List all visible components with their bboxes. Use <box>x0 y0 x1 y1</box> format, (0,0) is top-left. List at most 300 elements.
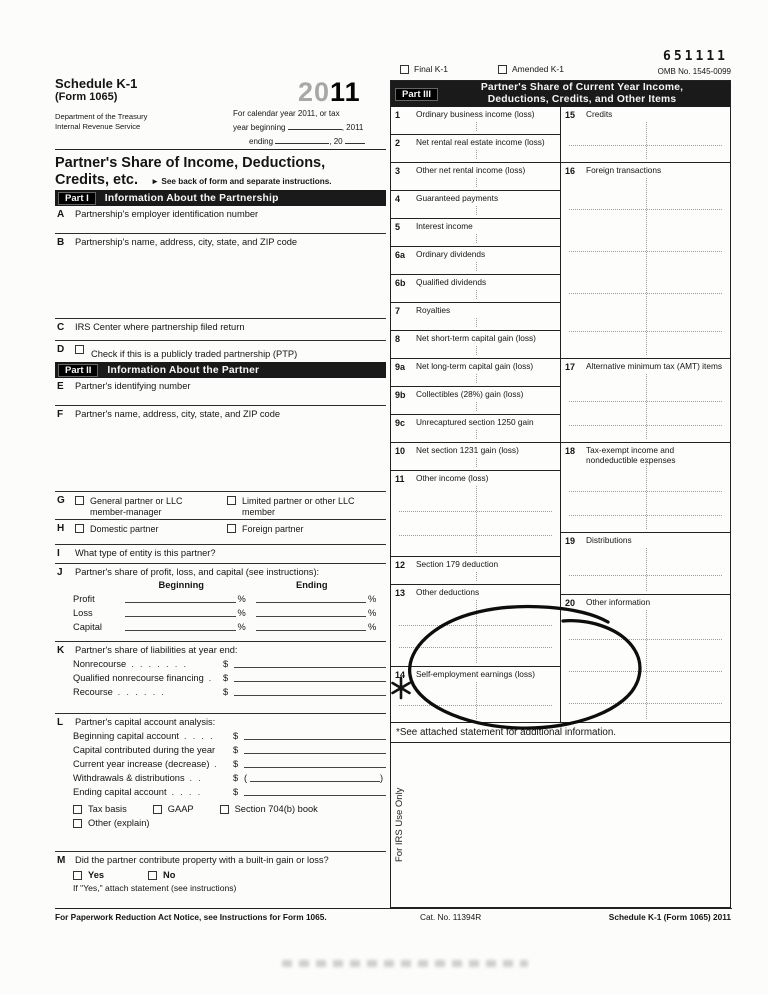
dollar-sign: $ <box>223 673 229 683</box>
other-explain-label: Other (explain) <box>88 818 150 828</box>
see-attached-note: *See attached statement for additional information. <box>391 723 730 743</box>
box-9a[interactable] <box>391 359 560 387</box>
box-number: 13 <box>395 588 406 598</box>
percent-sign: % <box>237 594 246 604</box>
withdrawals-amount-blank[interactable] <box>250 772 380 782</box>
box-number: 11 <box>395 474 405 484</box>
box-9b[interactable] <box>391 387 560 415</box>
year-suffix: 11 <box>330 77 361 107</box>
no-checkbox[interactable] <box>148 871 157 880</box>
leader-dots: . . . . <box>183 731 215 741</box>
form-number: (Form 1065) <box>55 91 118 103</box>
ending-line <box>233 135 386 149</box>
beginning-capital-amount-blank[interactable] <box>244 730 386 740</box>
box-label: Alternative minimum tax (AMT) items <box>586 361 722 371</box>
row-label: Ending capital account <box>73 787 167 797</box>
nonrecourse-row <box>55 655 386 669</box>
part3-grid <box>391 107 730 723</box>
dotted-guide-line <box>646 374 647 439</box>
section-b <box>55 234 386 319</box>
dotted-guide-line <box>476 206 477 215</box>
dotted-guide-line <box>476 600 477 663</box>
box-label: Interest income <box>416 221 473 231</box>
box-label: Net long-term capital gain (loss) <box>416 361 534 371</box>
box-label: Ordinary dividends <box>416 249 486 259</box>
leader-dots: . . . . . . <box>117 687 166 697</box>
box-11[interactable] <box>391 471 560 557</box>
row-label: Capital contributed during the year <box>73 745 216 755</box>
box-number: 5 <box>395 222 401 232</box>
beginning-line <box>233 121 386 135</box>
section-letter-g: G <box>57 495 65 506</box>
part3-title <box>438 82 726 107</box>
dotted-guide-line <box>569 575 722 576</box>
box-number: 18 <box>565 446 576 456</box>
beginning-label: year beginning <box>233 122 286 132</box>
box-number: 12 <box>395 560 406 570</box>
open-paren: ( <box>244 773 248 783</box>
profit-ending-blank[interactable] <box>256 593 367 603</box>
year-ending-blank[interactable] <box>275 135 329 144</box>
footer-schedule-label: Schedule K-1 (Form 1065) 2011 <box>608 912 731 922</box>
box-number: 10 <box>395 446 406 456</box>
percent-sign: % <box>237 608 246 618</box>
gaap-label: GAAP <box>167 804 194 814</box>
box-label: Collectibles (28%) gain (loss) <box>416 389 524 399</box>
gaap-checkbox[interactable] <box>153 805 162 814</box>
box-2[interactable] <box>391 135 560 163</box>
recourse-amount-blank[interactable] <box>234 686 386 696</box>
foreign-partner-label: Foreign partner <box>242 524 304 534</box>
section-letter-a: A <box>57 209 65 220</box>
ending-capital-row <box>55 783 386 797</box>
section-h <box>55 520 386 545</box>
box-number: 19 <box>565 536 576 546</box>
section-e-label: Partner's identifying number <box>75 381 191 391</box>
ending-capital-amount-blank[interactable] <box>244 786 386 796</box>
left-column <box>55 72 386 900</box>
handdrawn-asterisk-annotation <box>390 676 412 700</box>
section-c <box>55 319 386 341</box>
entity-type-question: What type of entity is this partner? <box>75 548 216 558</box>
partner-name-entry-area[interactable] <box>75 421 382 489</box>
percent-sign: % <box>237 622 246 632</box>
box-number: 9a <box>395 362 406 372</box>
section-j <box>55 564 386 642</box>
limited-partner-line1: Limited partner or other LLC <box>242 496 355 506</box>
close-paren: ) <box>380 773 384 783</box>
section-letter-e: E <box>57 381 64 392</box>
dotted-guide-line <box>476 402 477 411</box>
percent-sign: % <box>368 622 377 632</box>
section-k-label: Partner's share of liabilities at year end: <box>75 645 238 655</box>
dollar-sign: $ <box>233 759 239 769</box>
irs-line: Internal Revenue Service <box>55 121 141 131</box>
section-a <box>55 206 386 234</box>
beginning-column-header: Beginning <box>158 580 204 590</box>
attach-statement-note: If "Yes," attach statement (see instructions) <box>73 883 237 893</box>
section-c-label: IRS Center where partnership filed return <box>75 322 245 332</box>
box-label: Net short-term capital gain (loss) <box>416 333 536 343</box>
box-1[interactable] <box>391 107 560 135</box>
other-explain-row <box>55 818 386 828</box>
percent-sign: % <box>368 594 377 604</box>
box-20[interactable] <box>561 595 730 723</box>
basis-method-row <box>55 804 386 814</box>
part2-tab: Part II <box>58 364 98 377</box>
calendar-line: For calendar year 2011, or tax <box>233 109 340 118</box>
dotted-guide-line <box>476 234 477 243</box>
irs-center-entry-area[interactable] <box>75 334 382 338</box>
box-4[interactable] <box>391 191 560 219</box>
limited-partner-option <box>227 496 355 519</box>
dept-treasury: Department of the Treasury <box>55 112 148 121</box>
box-label: Qualified dividends <box>416 277 487 287</box>
part1-tab: Part I <box>58 192 96 205</box>
dotted-guide-line <box>476 290 477 299</box>
spacer <box>238 580 256 590</box>
box-number: 15 <box>565 110 576 120</box>
box-number: 3 <box>395 166 401 176</box>
schedule-heading <box>55 76 137 103</box>
section-m <box>55 852 386 900</box>
beginning-capital-row <box>55 727 386 741</box>
dotted-guide-line <box>646 458 647 529</box>
dollar-sign: $ <box>223 659 229 669</box>
section-letter-h: H <box>57 523 65 534</box>
dotted-guide-line <box>476 458 477 467</box>
dotted-guide-line <box>569 425 722 426</box>
box-number: 4 <box>395 194 401 204</box>
see-back-note: ► See back of form and separate instructions. <box>151 176 332 186</box>
section-i <box>55 545 386 564</box>
leader-dots: . . . . <box>171 787 203 797</box>
ptp-label: Check if this is a publicly traded partnership (PTP) <box>91 349 298 359</box>
section-letter-f: F <box>57 409 64 420</box>
section-letter-b: B <box>57 237 65 248</box>
capital-row <box>55 618 386 632</box>
box-label: Guaranteed payments <box>416 193 499 203</box>
box-14[interactable] <box>391 667 560 723</box>
final-k1-label: Final K-1 <box>414 64 449 74</box>
built-in-gain-question: Did the partner contribute property with a built-in gain or loss? <box>75 855 329 865</box>
form-header <box>55 72 386 150</box>
dollar-sign: $ <box>233 745 239 755</box>
current-year-increase-amount-blank[interactable] <box>244 758 386 768</box>
title-line-1: Partner's Share of Income, Deductions, <box>55 155 326 171</box>
box-label: Self-employment earnings (loss) <box>416 669 535 679</box>
domestic-partner-label: Domestic partner <box>90 524 159 534</box>
section-letter-m: M <box>57 855 66 866</box>
box-12[interactable] <box>391 557 560 585</box>
qualified-nonrecourse-row <box>55 669 386 683</box>
section-f <box>55 406 386 492</box>
box-6b[interactable] <box>391 275 560 303</box>
dotted-guide-line <box>569 331 722 332</box>
capital-beginning-blank[interactable] <box>125 621 236 631</box>
box-label: Credits <box>586 109 613 119</box>
dotted-guide-line <box>569 251 722 252</box>
section-d <box>55 341 386 362</box>
dotted-guide-line <box>476 150 477 159</box>
footer-divider <box>55 908 732 909</box>
profit-label: Profit <box>73 594 95 604</box>
dotted-guide-line <box>476 178 477 187</box>
no-label: No <box>163 870 176 880</box>
form-title <box>55 150 386 190</box>
section-l-label: Partner's capital account analysis: <box>75 717 216 727</box>
box-label: Net rental real estate income (loss) <box>416 137 545 147</box>
row-label: Withdrawals & distributions <box>73 773 185 783</box>
capital-contributed-row <box>55 741 386 755</box>
box-5[interactable] <box>391 219 560 247</box>
part3-box <box>390 80 731 908</box>
box-8[interactable] <box>391 331 560 359</box>
dotted-guide-line <box>399 647 552 648</box>
part3-left-cells <box>391 107 560 723</box>
dotted-guide-line <box>569 491 722 492</box>
box-number: 2 <box>395 138 401 148</box>
dotted-guide-line <box>569 671 722 672</box>
title-credits: Credits, etc. <box>55 171 138 188</box>
dotted-guide-line <box>569 703 722 704</box>
dotted-guide-line <box>569 639 722 640</box>
agency-lines <box>55 112 147 132</box>
section-letter-j: J <box>57 567 63 578</box>
loss-row <box>55 604 386 618</box>
dotted-guide-line <box>476 262 477 271</box>
dotted-guide-line <box>569 401 722 402</box>
qualified-nonrecourse-amount-blank[interactable] <box>234 672 386 682</box>
box-number: 16 <box>565 166 576 176</box>
catalog-number: Cat. No. 11394R <box>420 912 482 922</box>
box-number: 14 <box>395 670 406 680</box>
dollar-sign: $ <box>223 687 229 697</box>
section-l <box>55 714 386 852</box>
box-number: 7 <box>395 306 401 316</box>
dotted-guide-line <box>476 122 477 131</box>
part3-header-banner <box>391 81 730 107</box>
row-label: Current year increase (decrease) <box>73 759 210 769</box>
box-15[interactable] <box>561 107 730 163</box>
box-18[interactable] <box>561 443 730 533</box>
box-7[interactable] <box>391 303 560 331</box>
limited-partner-checkbox[interactable] <box>227 496 236 505</box>
box-13[interactable] <box>391 585 560 667</box>
beginning-suffix: , 2011 <box>341 122 364 132</box>
amended-k1-label: Amended K-1 <box>512 64 564 74</box>
irs-use-only-box <box>391 743 730 907</box>
dotted-guide-line <box>476 318 477 327</box>
dotted-guide-line <box>646 178 647 355</box>
ptp-checkbox[interactable] <box>75 345 84 354</box>
section-letter-i: I <box>57 548 60 559</box>
box-label: Other income (loss) <box>416 473 489 483</box>
box-number: 6b <box>395 278 406 288</box>
dotted-guide-line <box>476 572 477 581</box>
k1-status-row <box>400 64 564 74</box>
dotted-guide-line <box>399 535 552 536</box>
section-letter-c: C <box>57 322 65 333</box>
dotted-guide-line <box>646 122 647 159</box>
ending-year-blank[interactable] <box>345 135 365 144</box>
leader-dots: . <box>214 759 219 769</box>
scan-artifact <box>282 960 528 967</box>
box-number: 17 <box>565 362 576 372</box>
box-17[interactable] <box>561 359 730 443</box>
dollar-sign: $ <box>233 773 239 783</box>
recourse-row <box>55 683 386 697</box>
part3-title-line2: Deductions, Credits, and Other Items <box>487 94 677 105</box>
loss-beginning-blank[interactable] <box>125 607 236 617</box>
leader-dots: . . . . . . . <box>131 659 188 669</box>
box-label: Distributions <box>586 535 632 545</box>
calendar-year-block <box>233 108 386 148</box>
part1-header-banner <box>55 190 386 206</box>
final-k1-checkbox[interactable] <box>400 65 409 74</box>
withdrawals-row <box>55 769 386 783</box>
dotted-guide-line <box>399 625 552 626</box>
box-label: Royalties <box>416 305 451 315</box>
year-beginning-blank[interactable] <box>288 121 342 130</box>
profit-row <box>55 590 386 604</box>
ending-column-header: Ending <box>296 580 328 590</box>
section-letter-l: L <box>57 717 64 728</box>
recourse-label: Recourse <box>73 687 113 697</box>
part2-header-banner <box>55 362 386 378</box>
section-704b-label: Section 704(b) book <box>234 804 318 814</box>
dotted-guide-line <box>569 145 722 146</box>
box-9c[interactable] <box>391 415 560 443</box>
dotted-guide-line <box>476 486 477 553</box>
general-partner-option <box>75 496 183 519</box>
part2-title: Information About the Partner <box>107 364 260 376</box>
spacer <box>73 580 125 590</box>
box-label: Other net rental income (loss) <box>416 165 526 175</box>
part3-tab: Part III <box>395 88 438 101</box>
omb-number: OMB No. 1545-0099 <box>657 67 731 76</box>
yes-no-row <box>55 870 386 880</box>
section-letter-d: D <box>57 344 65 355</box>
foreign-partner-checkbox[interactable] <box>227 524 236 533</box>
box-number: 20 <box>565 598 576 608</box>
dotted-guide-line <box>646 548 647 591</box>
leader-dots: . . <box>189 773 203 783</box>
foreign-partner-option <box>227 524 304 535</box>
tax-basis-label: Tax basis <box>88 804 127 814</box>
box-number: 9c <box>395 418 406 428</box>
dotted-guide-line <box>476 374 477 383</box>
irs-use-only-label: For IRS Use Only <box>394 787 405 863</box>
box-label: Other information <box>586 597 651 607</box>
limited-partner-label <box>242 496 355 519</box>
section-j-label: Partner's share of profit, loss, and capital (see instructions): <box>75 567 320 577</box>
tax-basis-checkbox[interactable] <box>73 805 82 814</box>
dotted-guide-line <box>476 682 477 719</box>
dotted-guide-line <box>569 515 722 516</box>
box-number: 6a <box>395 250 406 260</box>
qualified-nonrecourse-label: Qualified nonrecourse financing <box>73 673 204 683</box>
box-label: Unrecaptured section 1250 gain <box>416 417 534 427</box>
loss-ending-blank[interactable] <box>256 607 367 617</box>
ein-entry-area[interactable] <box>75 221 382 231</box>
dotted-guide-line <box>569 293 722 294</box>
part1-title: Information About the Partnership <box>104 192 279 204</box>
box-label: Foreign transactions <box>586 165 662 175</box>
capital-label: Capital <box>73 622 102 632</box>
yes-label: Yes <box>88 870 105 880</box>
yes-checkbox[interactable] <box>73 871 82 880</box>
ending-suffix: , 20 <box>329 136 343 146</box>
general-partner-checkbox[interactable] <box>75 496 84 505</box>
box-10[interactable] <box>391 443 560 471</box>
schedule-name: Schedule K-1 <box>55 76 138 91</box>
capital-contributed-amount-blank[interactable] <box>244 744 386 754</box>
ending-label: ending <box>249 136 274 146</box>
box-number: 9b <box>395 390 406 400</box>
tax-year <box>298 77 361 108</box>
limited-partner-line2: member <box>242 507 276 518</box>
loss-label: Loss <box>73 608 93 618</box>
form-code: 651111 <box>663 49 728 64</box>
box-16[interactable] <box>561 163 730 359</box>
box-label: Tax-exempt income and nondeductible expenses <box>586 445 676 465</box>
dotted-guide-line <box>399 705 552 706</box>
domestic-partner-option <box>75 524 159 535</box>
general-partner-label <box>90 496 183 519</box>
section-g <box>55 492 386 520</box>
j-table-header <box>55 580 386 590</box>
percent-sign: % <box>368 608 377 618</box>
box-6a[interactable] <box>391 247 560 275</box>
profit-beginning-blank[interactable] <box>125 593 236 603</box>
row-label: Beginning capital account <box>73 731 179 741</box>
year-prefix: 20 <box>298 77 331 107</box>
section-a-label: Partnership's employer identification number <box>75 209 259 219</box>
paperwork-notice: For Paperwork Reduction Act Notice, see Instructions for Form 1065. <box>55 912 327 922</box>
box-number: 8 <box>395 334 401 344</box>
domestic-partner-checkbox[interactable] <box>75 524 84 533</box>
box-label: Ordinary business income (loss) <box>416 109 535 119</box>
dollar-sign: $ <box>233 787 239 797</box>
section-b-label: Partnership's name, address, city, state, and ZIP code <box>75 237 298 247</box>
dotted-guide-line <box>476 430 477 439</box>
box-label: Net section 1231 gain (loss) <box>416 445 519 455</box>
capital-ending-blank[interactable] <box>256 621 367 631</box>
title-line-2 <box>55 172 386 189</box>
partner-id-entry-area[interactable] <box>75 393 382 403</box>
other-explain-checkbox[interactable] <box>73 819 82 828</box>
box-19[interactable] <box>561 533 730 595</box>
amended-k1-checkbox[interactable] <box>498 65 507 74</box>
dotted-guide-line <box>569 209 722 210</box>
box-label: Section 179 deduction <box>416 559 499 569</box>
section-letter-k: K <box>57 645 65 656</box>
partnership-name-entry-area[interactable] <box>75 249 382 316</box>
box-label: Other deductions <box>416 587 480 597</box>
nonrecourse-amount-blank[interactable] <box>234 658 386 668</box>
section-704b-checkbox[interactable] <box>220 805 229 814</box>
section-f-label: Partner's name, address, city, state, and ZIP code <box>75 409 281 419</box>
dotted-guide-line <box>476 346 477 355</box>
box-3[interactable] <box>391 163 560 191</box>
leader-dots: . <box>208 673 214 683</box>
part3-right-cells <box>560 107 730 723</box>
spacer <box>368 580 386 590</box>
general-partner-line2: member-manager <box>90 507 162 518</box>
general-partner-line1: General partner or LLC <box>90 496 183 506</box>
nonrecourse-label: Nonrecourse <box>73 659 127 669</box>
